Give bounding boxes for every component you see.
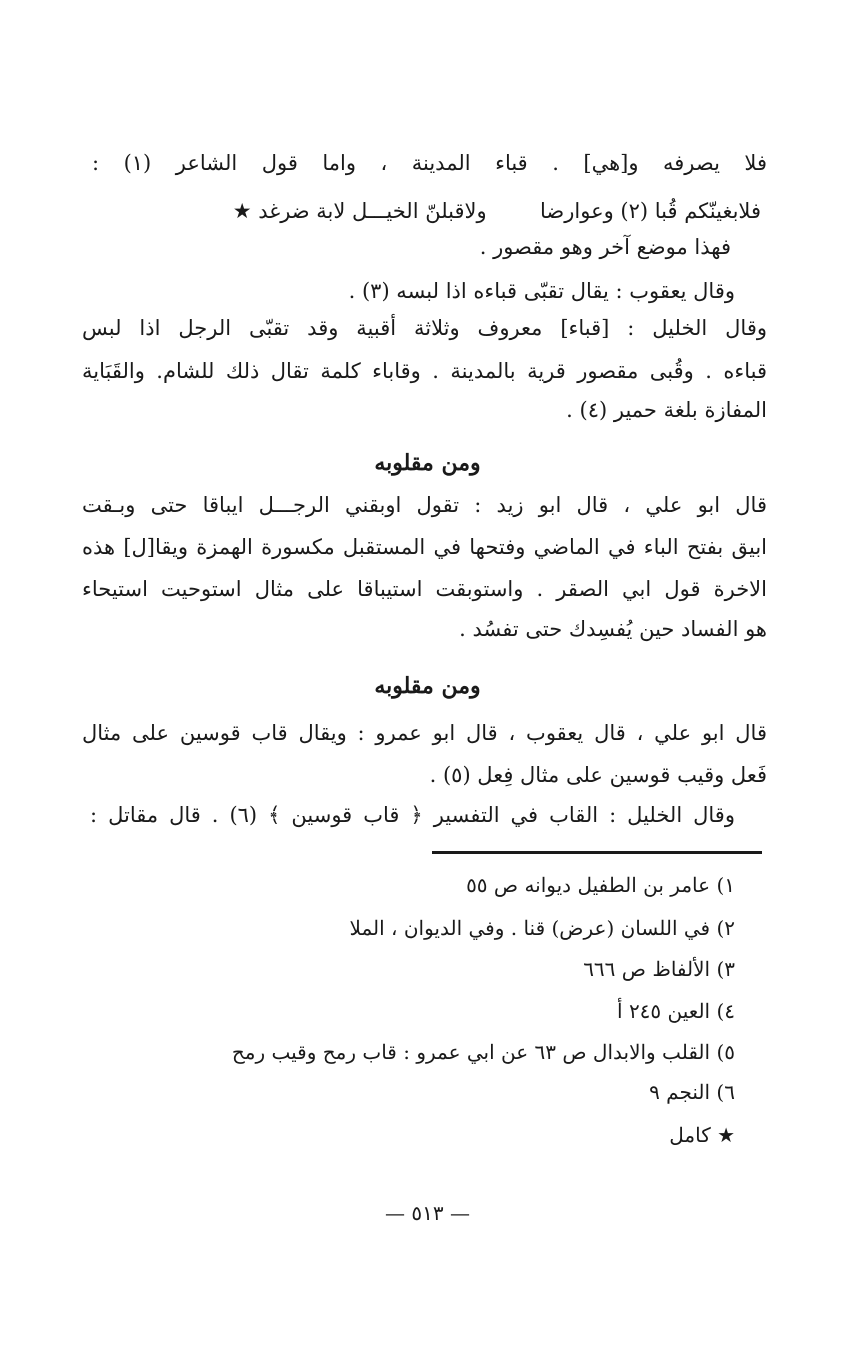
footnote-5: ٥) القلب والابدال ص ٦٣ عن ابي عمرو : قاب رمح وقيب رمح — [231, 1040, 735, 1064]
body-line-4: وقال يعقوب : يقال تقبّى قباءه اذا لبسه (٣) . — [348, 279, 735, 303]
footnote-2: ٢) في اللسان (عرض) قنا . وفي الديوان ، الملا — [349, 916, 735, 940]
section1-line-4: هو الفساد حين يُفسِدك حتى تفسُد . — [459, 617, 767, 641]
body-line-7: المفازة بلغة حمير (٤) . — [566, 398, 767, 422]
body-line-3: فهذا موضع آخر وهو مقصور . — [479, 235, 731, 259]
body-line-5: وقال الخليل : [قباء] معروف وثلاثة أقبية وقد تقبّى الرجل اذا لبس — [82, 316, 767, 340]
section1-line-3: الاخرة قول ابي الصقر . واستوبقت استيباقا على مثال استوحيت استيحاء — [82, 577, 767, 601]
section1-line-1: قال ابو علي ، قال ابو زيد : تقول اوبقني الرجـــل ايباقا حتى وبـقت — [82, 493, 767, 517]
section-heading-1: ومن مقلوبه — [374, 450, 481, 476]
verse-line — [233, 196, 761, 226]
body-line-6: قباءه . وقُبى مقصور قرية بالمدينة . وقاباء كلمة تقال ذلك للشام. والقَبَاية — [82, 359, 767, 383]
footnote-3: ٣) الألفاظ ص ٦٦٦ — [583, 957, 735, 981]
section1-line-2: ابيق بفتح الباء في الماضي وفتحها في المستقبل مكسورة الهمزة ويقا[ل] هذه — [82, 535, 767, 559]
section-heading-2: ومن مقلوبه — [374, 673, 481, 699]
footnote-4: ٤) العين ٢٤٥ أ — [617, 999, 735, 1023]
body-line-1: فلا يصرفه و[هي] . قباء المدينة ، واما قول الشاعر (١) : — [92, 151, 767, 175]
footnote-divider — [432, 851, 762, 854]
section2-line-1: قال ابو علي ، قال يعقوب ، قال ابو عمرو : ويقال قاب قوسين على مثال — [82, 721, 767, 745]
footnote-6: ٦) النجم ٩ — [649, 1080, 735, 1104]
footnote-meter: ★ كامل — [669, 1123, 735, 1147]
page-number: — ٥١٣ — — [385, 1201, 470, 1225]
footnote-1: ١) عامر بن الطفيل ديوانه ص ٥٥ — [466, 873, 735, 897]
verse-hemistich-2: ولاقبلنّ الخيـــل لابة ضرغد ★ — [232, 199, 487, 223]
verse-hemistich-1: فلابغينّكم قُبا (٢) وعوارضا — [540, 199, 761, 223]
section2-line-2: فَعل وقيب قوسين على مثال فِعل (٥) . — [429, 763, 767, 787]
section2-line-3: وقال الخليل : القاب في التفسير ﴿ قاب قوسين ﴾ (٦) . قال مقاتل : — [90, 803, 735, 827]
